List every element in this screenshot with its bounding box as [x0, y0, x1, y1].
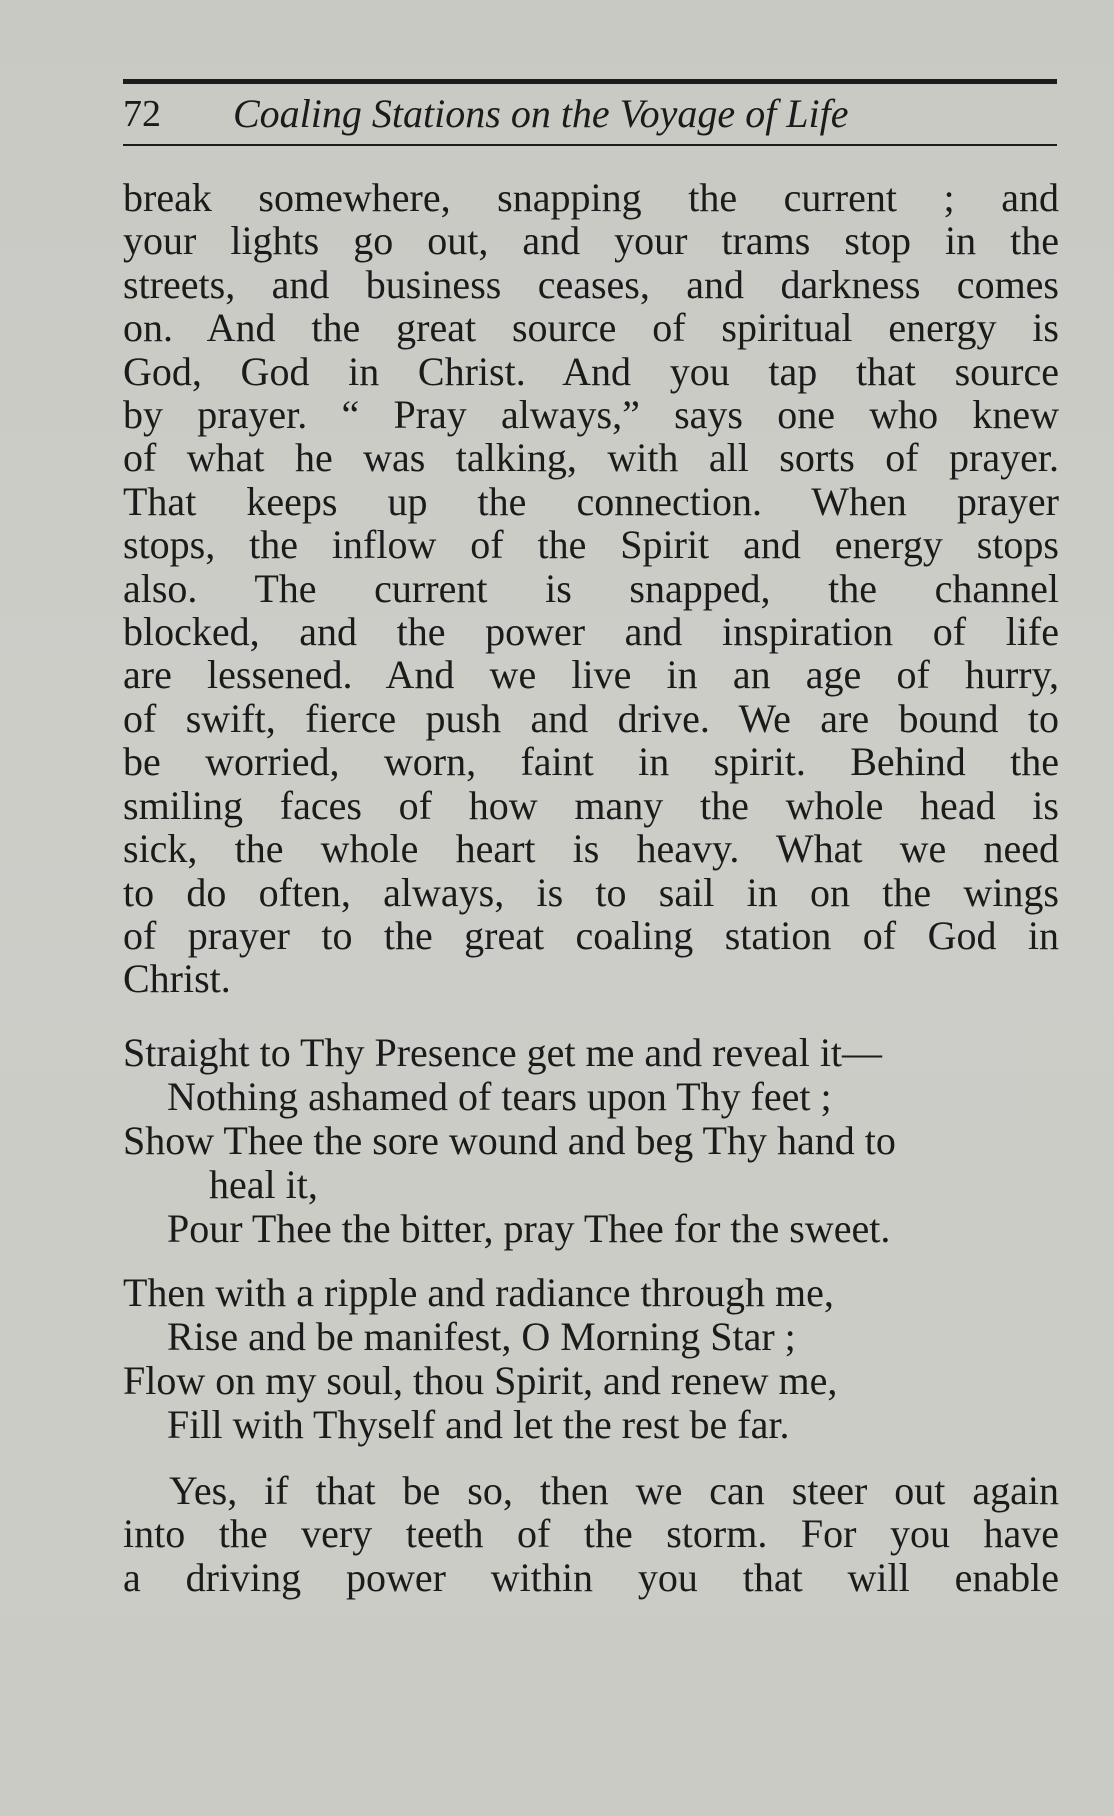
poem-stanza-2	[123, 1271, 1059, 1447]
text-line: a driving power within you that will enable	[123, 1554, 1059, 1600]
verse-line: Straight to Thy Presence get me and reveal it—	[123, 1029, 883, 1075]
verse-line: Pour Thee the bitter, pray Thee for the sweet.	[167, 1205, 891, 1251]
spacer	[123, 1447, 1059, 1469]
verse-line: Then with a ripple and radiance through me,	[123, 1269, 834, 1315]
verse-line: Fill with Thyself and let the rest be far.	[167, 1401, 790, 1447]
text-line: of what he was talking, with all sorts of prayer.	[123, 435, 1059, 481]
text-line: sick, the whole heart is heavy. What we need	[123, 826, 1059, 872]
text-line: blocked, and the power and inspiration of life	[123, 609, 1059, 655]
text-line: into the very teeth of the storm. For you have	[123, 1511, 1059, 1557]
text-line: break somewhere, snapping the current ; and	[123, 175, 1059, 220]
verse-line: heal it,	[209, 1161, 318, 1207]
text-line: That keeps up the connection. When prayer	[123, 478, 1059, 524]
text-line: stops, the inflow of the Spirit and energy stops	[123, 522, 1059, 568]
text-line: smiling faces of how many the whole head is	[123, 782, 1059, 828]
text-line: to do often, always, is to sail in on the wings	[123, 869, 1059, 915]
text-line: be worried, worn, faint in spirit. Behind the	[123, 739, 1059, 785]
text-line: also. The current is snapped, the channel	[123, 565, 1059, 611]
text-line: Christ.	[123, 956, 231, 1002]
running-header	[123, 86, 1057, 142]
verse-line: Show Thee the sore wound and beg Thy hand to	[123, 1117, 896, 1163]
text-line: are lessened. And we live in an age of hurry,	[123, 652, 1059, 698]
text-line: your lights go out, and your trams stop in the	[123, 218, 1059, 264]
text-line: of swift, fierce push and drive. We are bound to	[123, 695, 1059, 741]
spacer	[123, 1001, 1059, 1031]
text-line: streets, and business ceases, and darkness comes	[123, 261, 1059, 307]
poem-stanza-1	[123, 1031, 1059, 1251]
paragraph-1	[123, 176, 1059, 1001]
body-text	[123, 176, 1059, 1599]
page-number: 72	[123, 93, 161, 135]
spacer	[123, 1251, 1059, 1271]
text-line: of prayer to the great coaling station of God in	[123, 912, 1059, 958]
text-line: God, God in Christ. And you tap that source	[123, 348, 1059, 394]
text-line: on. And the great source of spiritual energy is	[123, 305, 1059, 351]
running-title: Coaling Stations on the Voyage of Life	[233, 91, 849, 136]
verse-line: Flow on my soul, thou Spirit, and renew me,	[123, 1357, 838, 1403]
header-bottom-rule	[123, 144, 1057, 146]
paragraph-2	[123, 1469, 1059, 1599]
header-top-rule	[123, 79, 1057, 84]
text-line: by prayer. “ Pray always,” says one who knew	[123, 392, 1059, 438]
text-line: Yes, if that be so, then we can steer out again	[169, 1467, 1059, 1513]
verse-line: Nothing ashamed of tears upon Thy feet ;	[167, 1073, 832, 1119]
verse-line: Rise and be manifest, O Morning Star ;	[167, 1313, 796, 1359]
